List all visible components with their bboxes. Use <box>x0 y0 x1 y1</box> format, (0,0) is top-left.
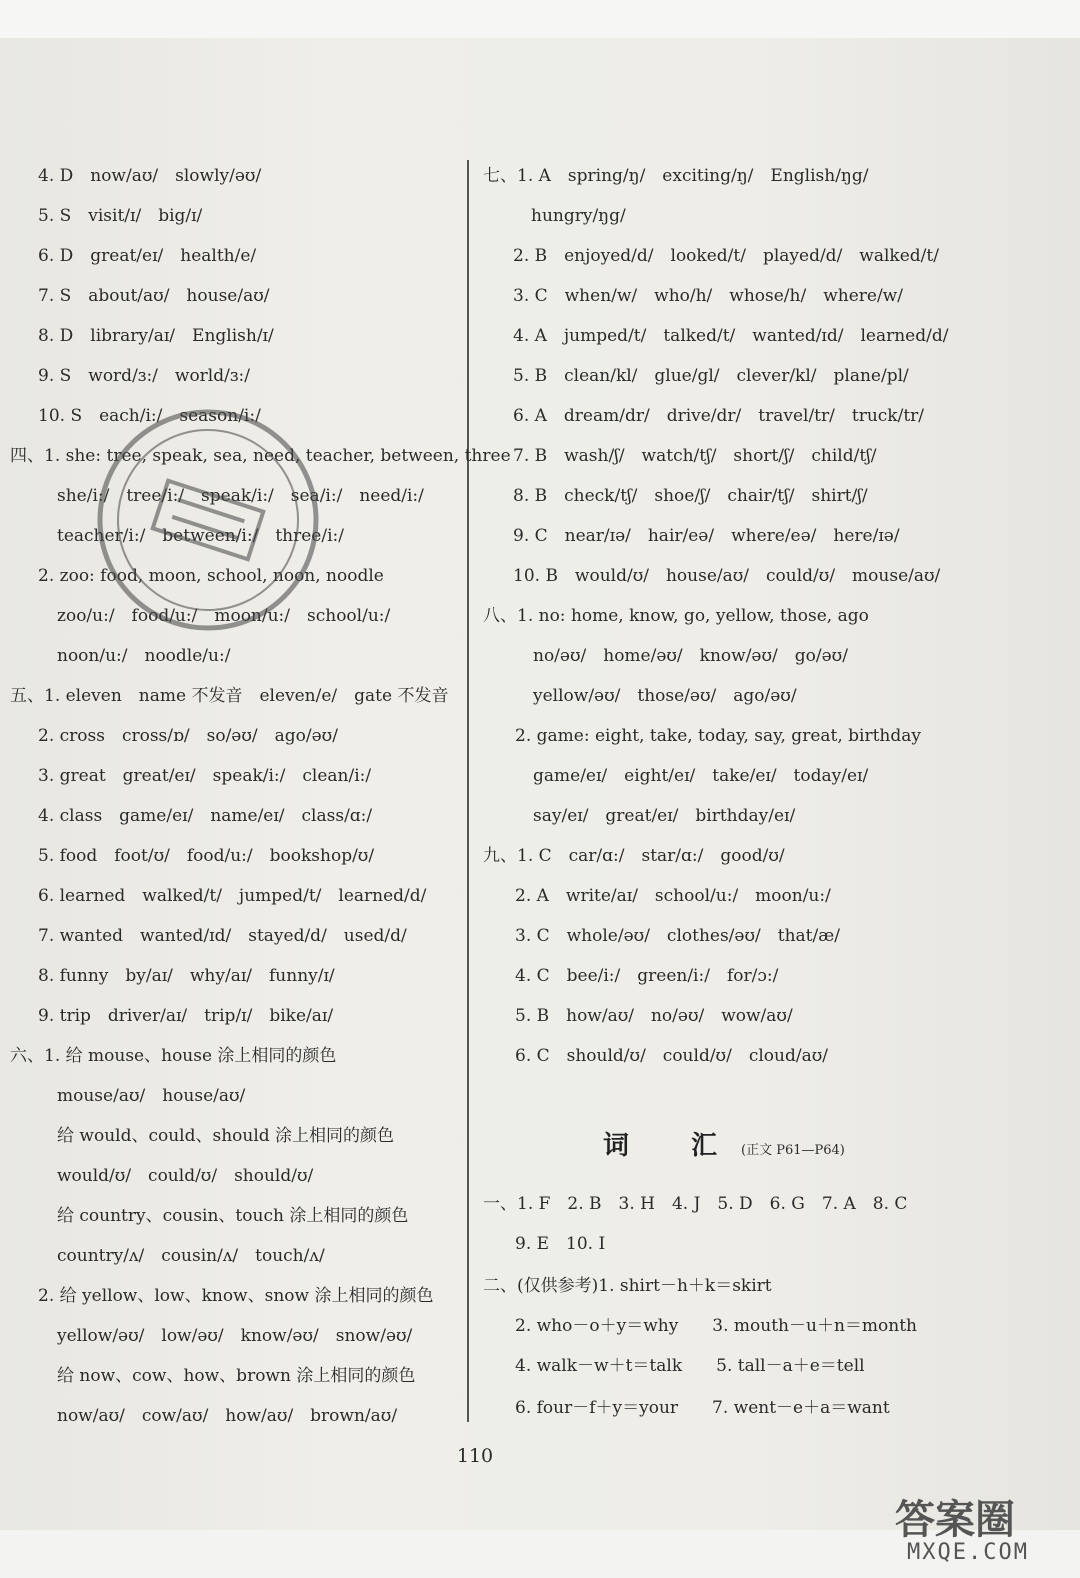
answer-line: 3. C when/w/ who/h/ whose/h/ where/w/ <box>513 286 903 306</box>
answer-line: 7. S about/aʊ/ house/aʊ/ <box>38 286 270 306</box>
answer-line: 给 now、cow、how、brown 涂上相同的颜色 <box>57 1366 416 1386</box>
answer-line: 3. great great/eɪ/ speak/i:/ clean/i:/ <box>38 766 372 786</box>
answer-line: would/ʊ/ could/ʊ/ should/ʊ/ <box>57 1166 314 1186</box>
answer-line: 给 would、could、should 涂上相同的颜色 <box>57 1126 395 1146</box>
answer-line: 5. food foot/ʊ/ food/u:/ bookshop/ʊ/ <box>38 846 375 866</box>
answer-line: 5. B clean/kl/ glue/gl/ clever/kl/ plane/pl/ <box>513 366 909 386</box>
top-margin <box>0 0 1080 38</box>
answer-line: 5. B how/aʊ/ no/əʊ/ wow/aʊ/ <box>515 1006 793 1026</box>
answer-line: say/eɪ/ great/eɪ/ birthday/eɪ/ <box>533 806 796 826</box>
answer-line: 6. C should/ʊ/ could/ʊ/ cloud/aʊ/ <box>515 1046 828 1066</box>
answer-line: 给 country、cousin、touch 涂上相同的颜色 <box>57 1206 409 1226</box>
section-seven-heading: 七、1. A spring/ŋ/ exciting/ŋ/ English/ŋg/ <box>483 166 869 186</box>
answer-line: yellow/əʊ/ low/əʊ/ know/əʊ/ snow/əʊ/ <box>57 1326 413 1346</box>
answer-line: game/eɪ/ eight/eɪ/ take/eɪ/ today/eɪ/ <box>533 766 869 786</box>
answer-line: 9. S word/ɜ:/ world/ɜ:/ <box>38 366 250 386</box>
vocabulary-heading: 词 汇 <box>603 1131 736 1161</box>
section-eight-heading: 八、1. no: home, know, go, yellow, those, ago <box>483 606 869 626</box>
answer-line: hungry/ŋg/ <box>531 206 626 226</box>
answer-line: 6. learned walked/t/ jumped/t/ learned/d/ <box>38 886 427 906</box>
answer-line: 10. B would/ʊ/ house/aʊ/ could/ʊ/ mouse/aʊ/ <box>513 566 941 586</box>
watermark-title: 答案圈 <box>895 1497 1015 1543</box>
answer-line: 5. S visit/ɪ/ big/ɪ/ <box>38 206 203 226</box>
answer-line: 8. funny by/aɪ/ why/aɪ/ funny/ɪ/ <box>38 966 335 986</box>
answer-line: 4. D now/aʊ/ slowly/əʊ/ <box>38 166 262 186</box>
answer-line: mouse/aʊ/ house/aʊ/ <box>57 1086 246 1106</box>
page-number: 110 <box>456 1445 494 1467</box>
answer-line: 2. zoo: food, moon, school, noon, noodle <box>38 566 384 586</box>
answer-line: 4. walk－w＋t＝talk 5. tall－a＋e＝tell <box>515 1356 865 1376</box>
answer-line: 4. class game/eɪ/ name/eɪ/ class/ɑ:/ <box>38 806 373 826</box>
answer-line: 2. who－o＋y＝why 3. mouth－u＋n＝month <box>515 1316 917 1336</box>
answer-line: 2. B enjoyed/d/ looked/t/ played/d/ walked/t/ <box>513 246 939 266</box>
answer-line: 4. A jumped/t/ talked/t/ wanted/ɪd/ learned/d/ <box>513 326 949 346</box>
answer-line: 3. C whole/əʊ/ clothes/əʊ/ that/æ/ <box>515 926 840 946</box>
answer-line: 2. 给 yellow、low、know、snow 涂上相同的颜色 <box>38 1286 434 1306</box>
answer-line: she/i:/ tree/i:/ speak/i:/ sea/i:/ need/i:/ <box>57 486 424 506</box>
answer-line: 2. game: eight, take, today, say, great, birthday <box>515 726 921 746</box>
answer-line: 6. four－f＋y＝your 7. went－e＋a＝want <box>515 1398 890 1418</box>
answer-line: noon/u:/ noodle/u:/ <box>57 646 231 666</box>
answer-line: zoo/u:/ food/u:/ moon/u:/ school/u:/ <box>57 606 391 626</box>
column-divider <box>467 160 469 1422</box>
answer-line: 8. D library/aɪ/ English/ɪ/ <box>38 326 274 346</box>
answer-line: 8. B check/tʃ/ shoe/ʃ/ chair/tʃ/ shirt/ʃ/ <box>513 486 868 506</box>
section-six-heading: 六、1. 给 mouse、house 涂上相同的颜色 <box>10 1046 337 1066</box>
answer-line: no/əʊ/ home/əʊ/ know/əʊ/ go/əʊ/ <box>533 646 848 666</box>
answer-line: 2. cross cross/ɒ/ so/əʊ/ ago/əʊ/ <box>38 726 338 746</box>
vocab-section-one: 一、1. F 2. B 3. H 4. J 5. D 6. G 7. A 8. C <box>483 1194 908 1214</box>
watermark-logo <box>895 1488 1070 1570</box>
section-nine-heading: 九、1. C car/ɑ:/ star/ɑ:/ good/ʊ/ <box>483 846 785 866</box>
section-four-heading: 四、1. she: tree, speak, sea, need, teacher, between, three <box>10 446 511 466</box>
vocabulary-title <box>603 1126 845 1166</box>
vocab-section-two: 二、(仅供参考)1. shirt－h＋k＝skirt <box>483 1276 772 1296</box>
watermark-url: MXQE.COM <box>907 1540 1029 1565</box>
answer-line: 9. trip driver/aɪ/ trip/ɪ/ bike/aɪ/ <box>38 1006 334 1026</box>
answer-line: yellow/əʊ/ those/əʊ/ ago/əʊ/ <box>533 686 797 706</box>
answer-line: 9. C near/ɪə/ hair/eə/ where/eə/ here/ɪə/ <box>513 526 900 546</box>
answer-line: 7. B wash/ʃ/ watch/tʃ/ short/ʃ/ child/tʃ/ <box>513 446 877 466</box>
answer-line: now/aʊ/ cow/aʊ/ how/aʊ/ brown/aʊ/ <box>57 1406 398 1426</box>
answer-line: 7. wanted wanted/ɪd/ stayed/d/ used/d/ <box>38 926 407 946</box>
answer-line: 4. C bee/i:/ green/i:/ for/ɔ:/ <box>515 966 779 986</box>
vocabulary-page-ref: (正文 P61—P64) <box>741 1143 845 1158</box>
answer-line: 2. A write/aɪ/ school/u:/ moon/u:/ <box>515 886 831 906</box>
answer-line: 6. A dream/dr/ drive/dr/ travel/tr/ truck/tr/ <box>513 406 925 426</box>
answer-line: 6. D great/eɪ/ health/e/ <box>38 246 257 266</box>
answer-line: country/ʌ/ cousin/ʌ/ touch/ʌ/ <box>57 1246 325 1266</box>
answer-line: teacher/i:/ between/i:/ three/i:/ <box>57 526 344 546</box>
answer-line: 10. S each/i:/ season/i:/ <box>38 406 261 426</box>
section-five-heading: 五、1. eleven name 不发音 eleven/e/ gate 不发音 <box>10 686 449 706</box>
answer-line: 9. E 10. I <box>515 1234 606 1254</box>
